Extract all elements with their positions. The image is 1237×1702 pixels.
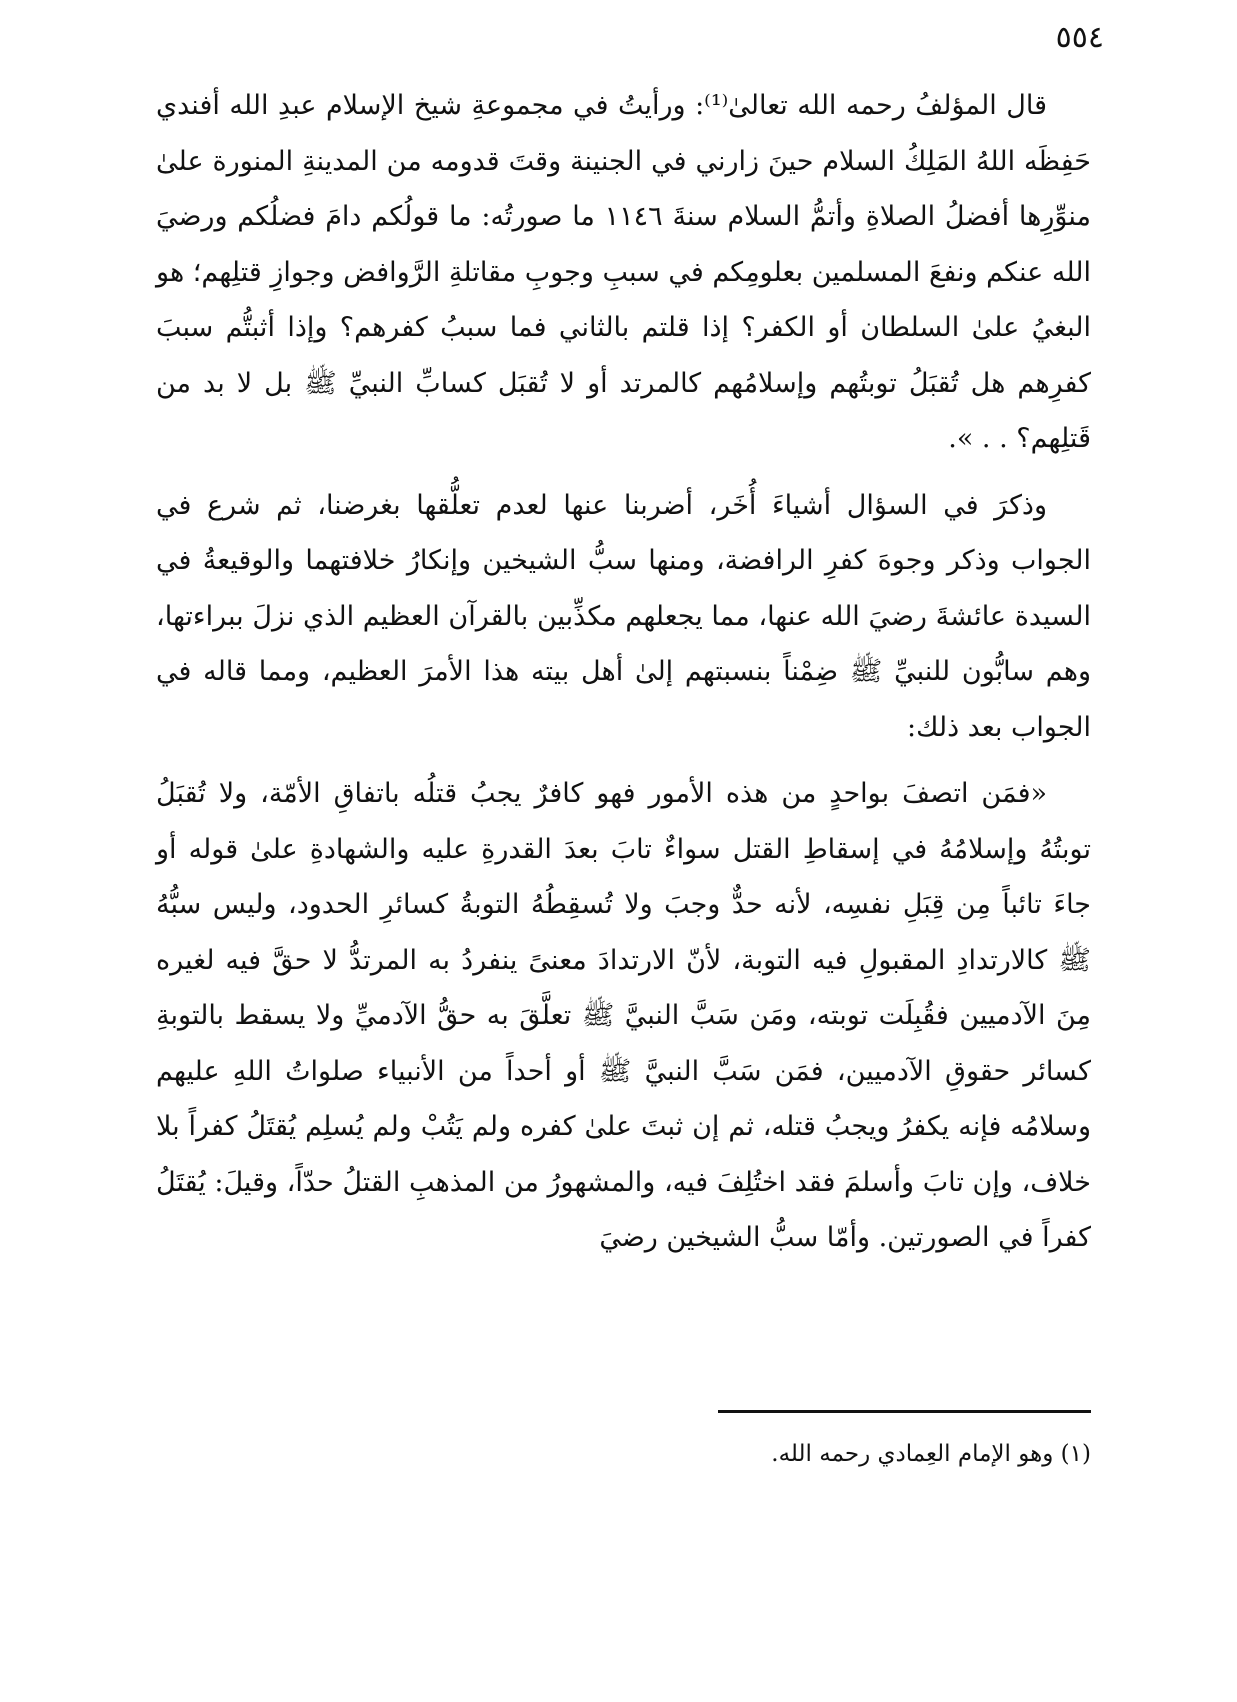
page-number: ٥٥٤	[1055, 20, 1104, 55]
footnote-1: (١) وهو الإمام العِمادي رحمه الله.	[771, 1441, 1091, 1467]
paragraph-question: قال المؤلفُ رحمه الله تعالىٰ⁽¹⁾: ورأيتُ في مجموعةِ شيخ الإسلام عبدِ الله أفندي حَفِظَه اللهُ المَلِكُ السلام حينَ زارني في الجنينة وقتَ قدومه من المدينةِ المنورة علىٰ منوِّرِها أفضلُ الصلاةِ وأتمُّ السلام سنةَ ١١٤٦ ما صورتُه: ما قولُكم دامَ فضلُكم ورضيَ الله عنكم ونفعَ المسلمين بعلومِكم في سببِ وجوبِ مقاتلةِ الرَّوافض وجوازِ قتلِهم؛ هو البغيُ علىٰ السلطان أو الكفر؟ إذا قلتم بالثاني فما سببُ كفرهم؟ وإذا أثبتُّم سببَ كفرِهم هل تُقبَلُ توبتُهم وإسلامُهم كالمرتد أو لا تُقبَل كسابِّ النبيِّ ﷺ بل لا بد من قَتلِهم؟ . . ».	[156, 90, 1091, 454]
paragraph-answer-intro: وذكرَ في السؤال أشياءَ أُخَر، أضربنا عنها لعدم تعلُّقها بغرضنا، ثم شرع في الجواب وذكر وجوهَ كفرِ الرافضة، ومنها سبُّ الشيخين وإنكارُ خلافتهما والوقيعةُ في السيدة عائشةَ رضيَ الله عنها، مما يجعلهم مكذِّبين بالقرآن العظيم الذي نزلَ ببراءتها، وهم سابُّون للنبيِّ ﷺ ضِمْناً بنسبتهم إلىٰ أهل بيته هذا الأمرَ العظيم، ومما قاله في الجواب بعد ذلك:	[156, 489, 1091, 743]
main-text	[156, 78, 1091, 1266]
footnote-divider	[718, 1410, 1091, 1413]
paragraph-quoted-answer: «فمَن اتصفَ بواحدٍ من هذه الأمور فهو كافرٌ يجبُ قتلُه باتفاقِ الأمّة، ولا تُقبَلُ توبتُهُ وإسلامُهُ في إسقاطِ القتل سواءٌ تابَ بعدَ القدرةِ عليه والشهادةِ علىٰ قوله أو جاءَ تائباً مِن قِبَلِ نفسِه، لأنه حدٌّ وجبَ ولا تُسقِطُهُ التوبةُ كسائرِ الحدود، وليس سبُّهُ ﷺ كالارتدادِ المقبولِ فيه التوبة، لأنّ الارتدادَ معنىً ينفردُ به المرتدُّ لا حقَّ فيه لغيره مِنَ الآدميين فقُبِلَت توبته، ومَن سَبَّ النبيَّ ﷺ تعلَّقَ به حقُّ الآدميِّ ولا يسقط بالتوبةِ كسائر حقوقِ الآدميين، فمَن سَبَّ النبيَّ ﷺ أو أحداً من الأنبياء صلواتُ اللهِ عليهم وسلامُه فإنه يكفرُ ويجبُ قتله، ثم إن ثبتَ علىٰ كفره ولم يَتُبْ ولم يُسلِم يُقتَلُ كفراً بلا خلاف، وإن تابَ وأسلمَ فقد اختُلِفَ فيه، والمشهورُ من المذهبِ القتلُ حدّاً، وقيلَ: يُقتَلُ كفراً في الصورتين. وأمّا سبُّ الشيخين رضيَ	[156, 778, 1092, 1253]
